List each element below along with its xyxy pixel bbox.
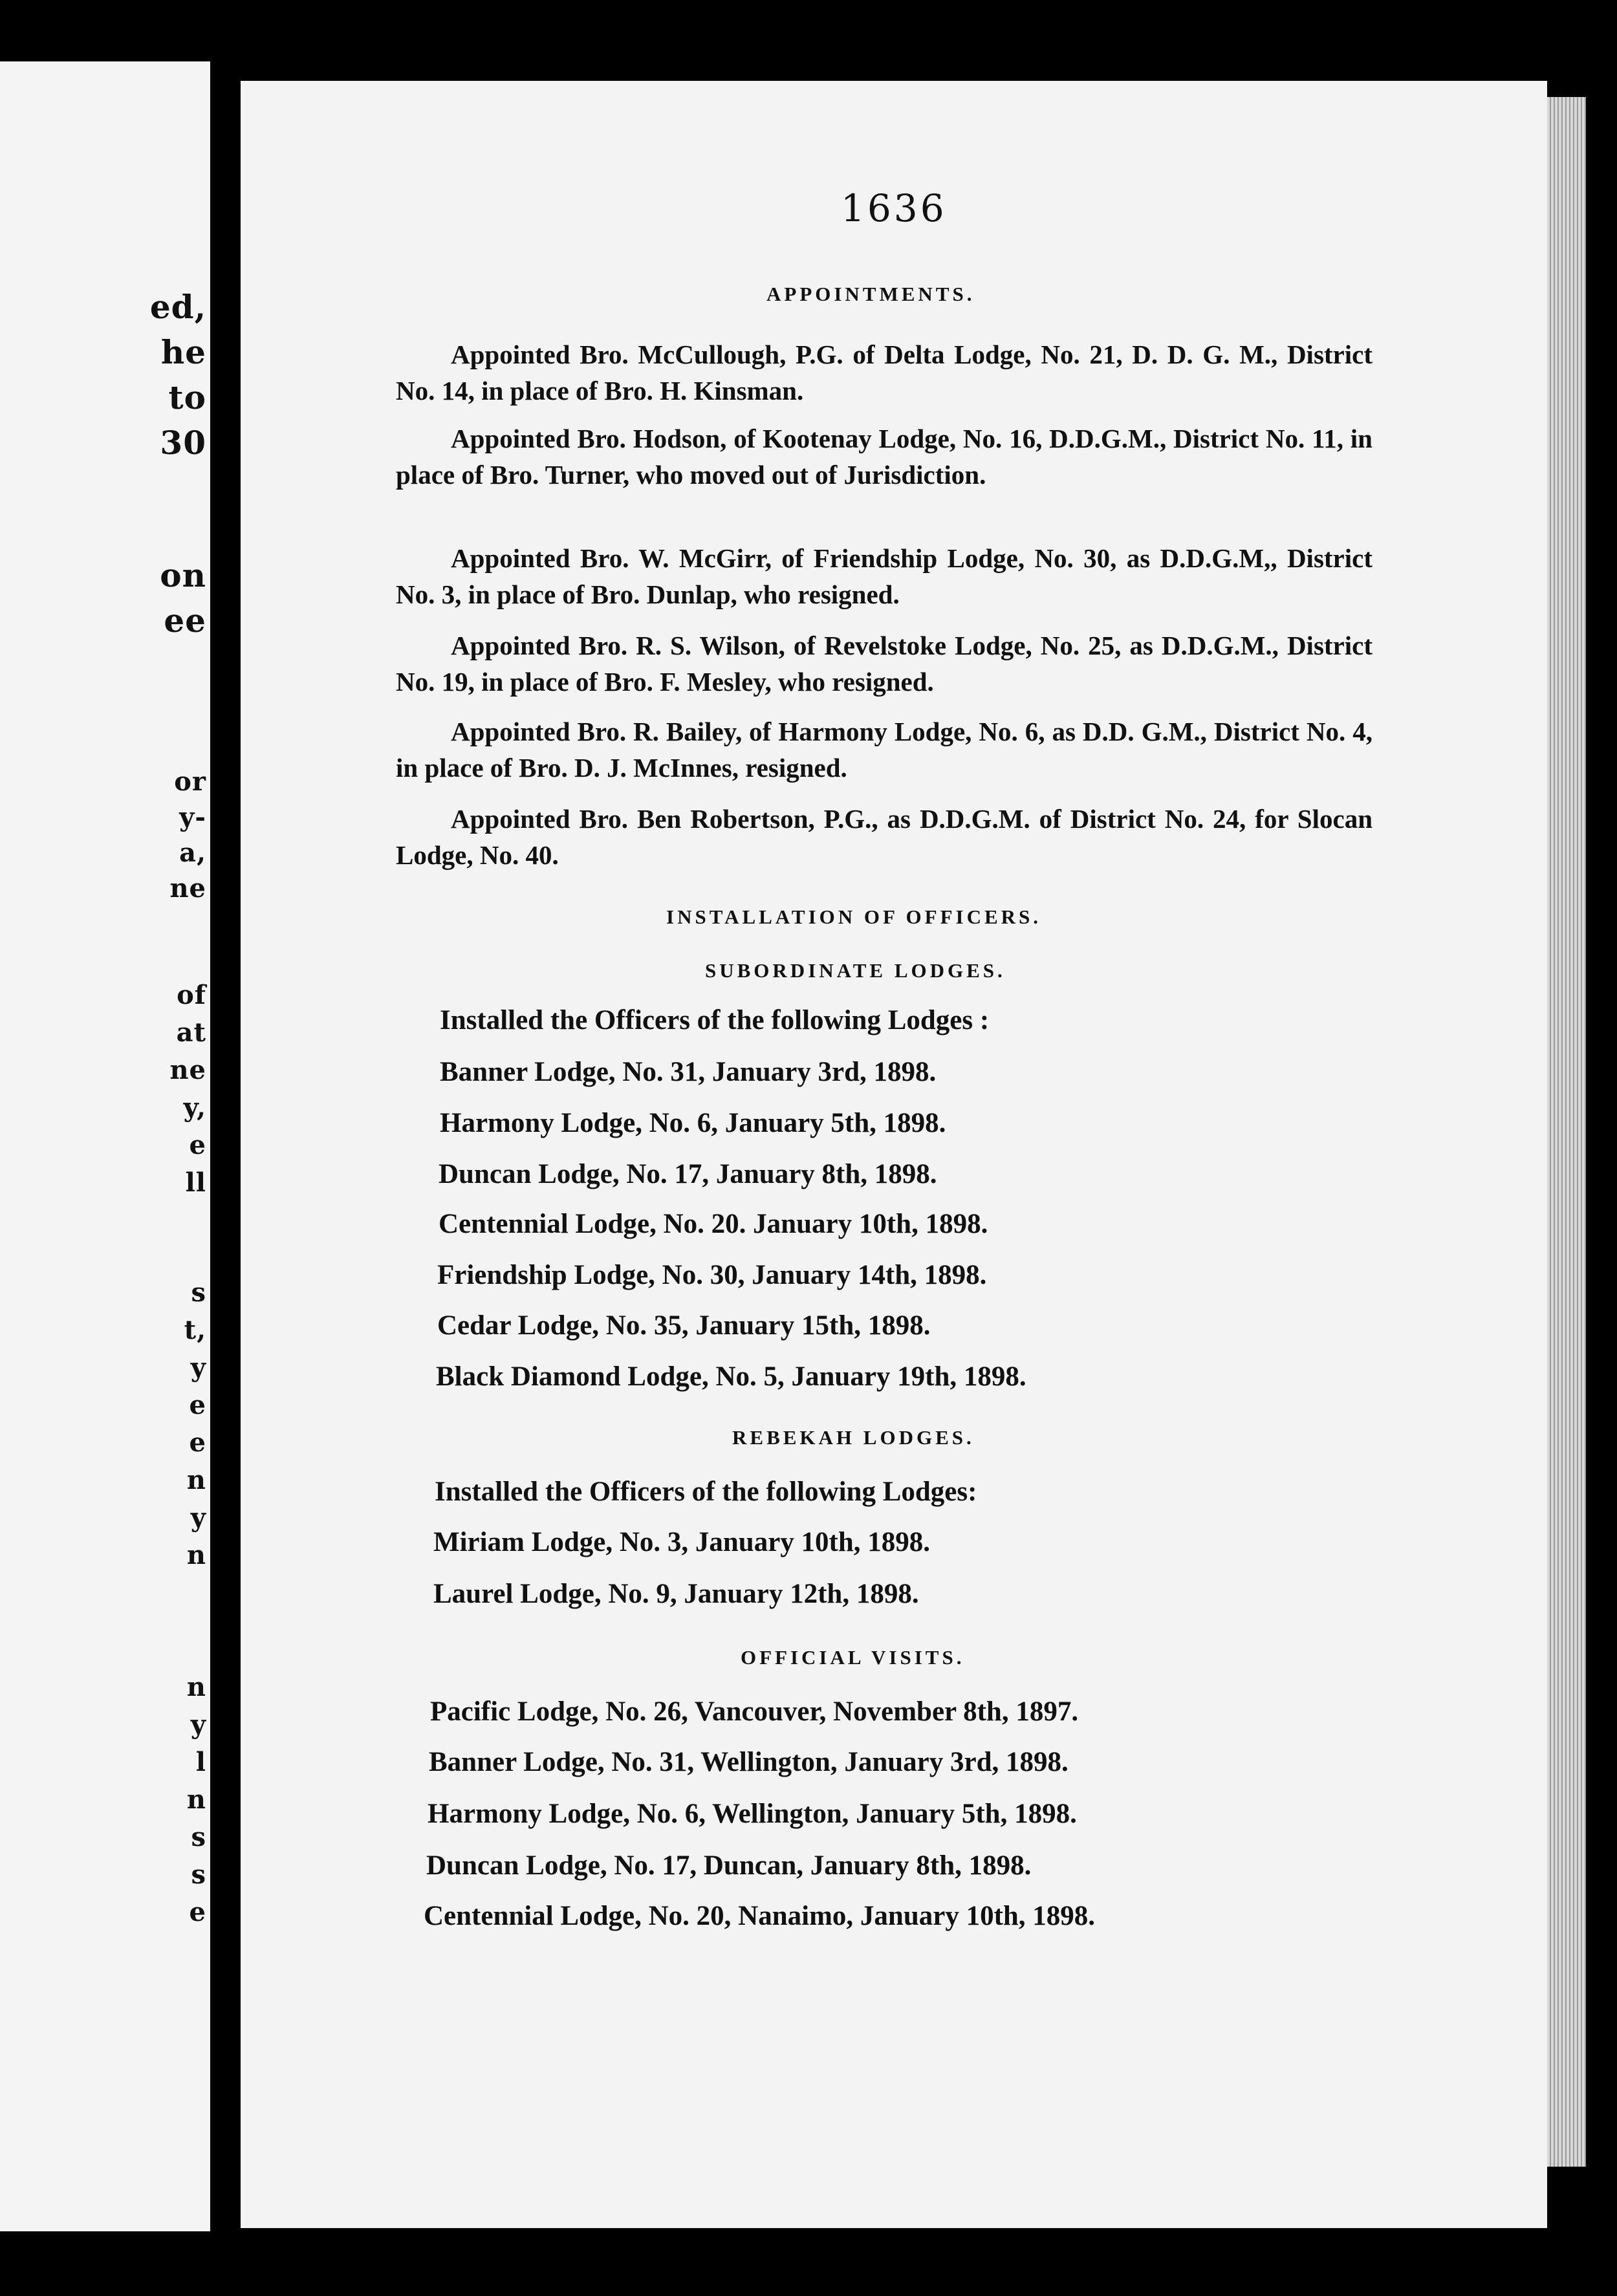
- left-fragment: t,: [184, 1315, 206, 1345]
- left-fragment: y: [190, 1502, 206, 1533]
- visit-entry: Banner Lodge, No. 31, Wellington, January 3rd, 1898.: [429, 1747, 1069, 1777]
- lodge-entry: Centennial Lodge, No. 20. January 10th, 1898.: [439, 1209, 988, 1239]
- lodge-entry: Friendship Lodge, No. 30, January 14th, 1898.: [437, 1260, 987, 1290]
- left-fragment: at: [176, 1017, 206, 1048]
- lodge-entry: Harmony Lodge, No. 6, January 5th, 1898.: [440, 1108, 946, 1138]
- rebekah-lodges-heading: REBEKAH LODGES.: [732, 1426, 975, 1449]
- left-fragment: s: [191, 1822, 206, 1852]
- visit-entry: Centennial Lodge, No. 20, Nanaimo, January 10th, 1898.: [424, 1901, 1096, 1931]
- book-gutter: [228, 71, 241, 2231]
- appointment-paragraph: [396, 801, 1373, 873]
- subordinate-lodges-heading: SUBORDINATE LODGES.: [705, 959, 1006, 982]
- appointment-text: Appointed Bro. R. S. Wilson, of Revelstoke Lodge, No. 25, as D.D.G.M., District No. 19, in place of Bro. F. Mesley, who resigned.: [396, 631, 1373, 697]
- lodge-entry: Laurel Lodge, No. 9, January 12th, 1898.: [433, 1579, 919, 1609]
- left-fragment: s: [191, 1859, 206, 1890]
- left-fragment: a,: [179, 838, 206, 868]
- installation-heading: INSTALLATION OF OFFICERS.: [666, 905, 1042, 928]
- left-fragment: s: [191, 1277, 206, 1308]
- appointment-paragraph: [396, 627, 1373, 700]
- visit-entry: Duncan Lodge, No. 17, Duncan, January 8th, 1898.: [426, 1850, 1032, 1881]
- page-number: 1636: [841, 186, 947, 230]
- appointment-paragraph: [396, 540, 1373, 612]
- appointment-text: Appointed Bro. W. McGirr, of Friendship Lodge, No. 30, as D.D.G.M,, District No. 3, in place of Bro. Dunlap, who resigned.: [396, 543, 1373, 609]
- lodge-entry: Banner Lodge, No. 31, January 3rd, 1898.: [440, 1057, 937, 1087]
- left-fragment: e: [189, 1427, 206, 1458]
- left-fragment: e: [189, 1897, 206, 1927]
- visit-entry: Harmony Lodge, No. 6, Wellington, January 5th, 1898.: [428, 1799, 1077, 1829]
- left-fragment: y,: [183, 1092, 206, 1123]
- appointment-paragraph: [396, 713, 1373, 786]
- left-fragment: y: [190, 1352, 206, 1383]
- left-fragment: ne: [169, 1055, 206, 1085]
- left-fragment: e: [189, 1130, 206, 1160]
- left-fragment: l: [195, 1747, 206, 1777]
- left-fragment: ne: [169, 873, 206, 904]
- left-fragment: n: [186, 1540, 206, 1570]
- appointment-text: Appointed Bro. Hodson, of Kootenay Lodge, No. 16, D.D.G.M., District No. 11, in place of Bro. Turner, who moved out of Jurisdiction.: [396, 424, 1373, 490]
- lodge-entry: Miriam Lodge, No. 3, January 10th, 1898.: [433, 1527, 931, 1557]
- left-fragment: n: [186, 1784, 206, 1815]
- lodge-entry: Black Diamond Lodge, No. 5, January 19th, 1898.: [436, 1361, 1026, 1392]
- appointment-text: Appointed Bro. Ben Robertson, P.G., as D.D.G.M. of District No. 24, for Slocan Lodge, No. 40.: [396, 804, 1373, 870]
- appointment-paragraph: [396, 420, 1373, 493]
- subordinate-intro: Installed the Officers of the following Lodges :: [440, 1005, 990, 1035]
- left-fragment: ed,: [149, 288, 206, 326]
- left-fragment: y: [190, 1709, 206, 1740]
- left-fragment: or: [174, 766, 206, 797]
- left-fragment: n: [186, 1465, 206, 1495]
- appointment-text: Appointed Bro. R. Bailey, of Harmony Lodge, No. 6, as D.D. G.M., District No. 4, in place of Bro. D. J. McInnes, resigned.: [396, 717, 1373, 783]
- left-fragment: y-: [179, 802, 206, 832]
- page-stack-edge: [1547, 97, 1586, 2167]
- left-fragment: he: [160, 333, 206, 371]
- visit-entry: Pacific Lodge, No. 26, Vancouver, November 8th, 1897.: [430, 1696, 1079, 1727]
- rebekah-intro: Installed the Officers of the following Lodges:: [435, 1477, 977, 1507]
- appointment-text: Appointed Bro. McCullough, P.G. of Delta Lodge, No. 21, D. D. G. M., District No. 14, in place of Bro. H. Kinsman.: [396, 340, 1373, 406]
- appointments-heading: APPOINTMENTS.: [766, 283, 975, 305]
- appointment-paragraph: [396, 336, 1373, 409]
- left-fragment: ll: [185, 1167, 206, 1198]
- left-fragment: n: [186, 1672, 206, 1702]
- lodge-entry: Cedar Lodge, No. 35, January 15th, 1898.: [437, 1310, 931, 1341]
- left-fragment: on: [160, 556, 206, 594]
- lodge-entry: Duncan Lodge, No. 17, January 8th, 1898.: [439, 1159, 937, 1189]
- left-fragment: of: [177, 980, 206, 1010]
- official-visits-heading: OFFICIAL VISITS.: [741, 1646, 965, 1669]
- left-fragment: 30: [160, 424, 206, 462]
- previous-page-edge: [0, 61, 210, 2231]
- left-fragment: ee: [164, 601, 206, 640]
- left-fragment: to: [168, 378, 206, 417]
- left-fragment: e: [189, 1390, 206, 1420]
